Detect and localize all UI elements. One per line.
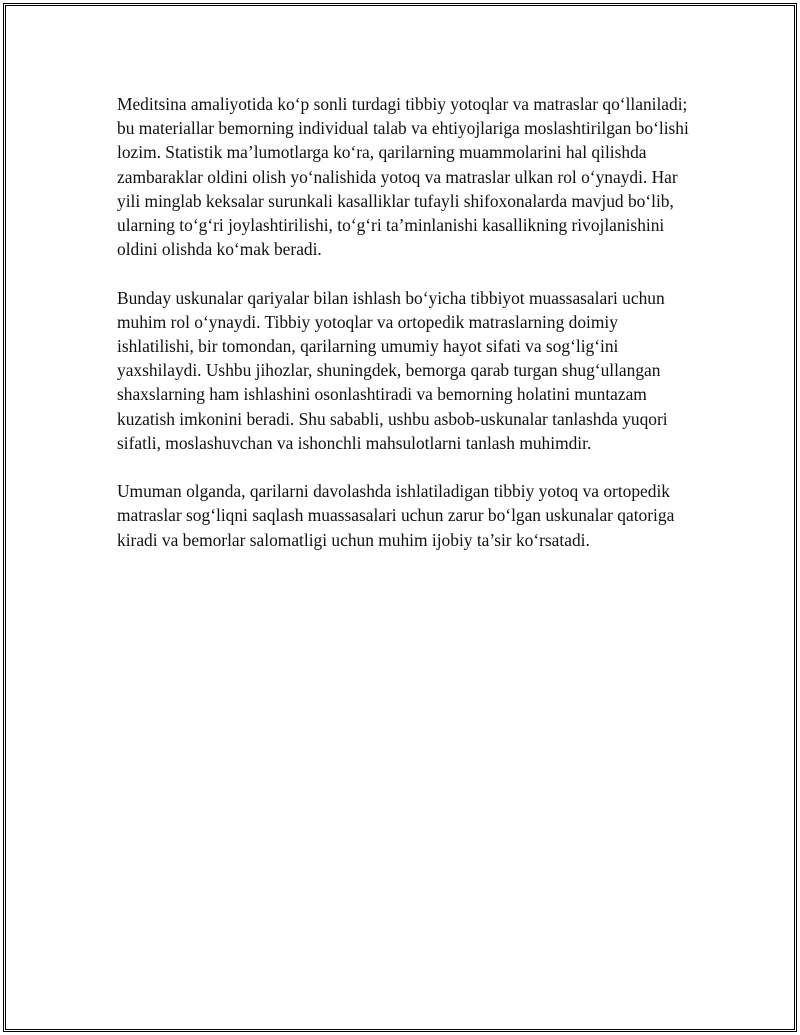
paragraph-3: Umuman olganda, qarilarni davolashda ishlatiladigan tibbiy yotoq va ortopedik matraslar sog‘liqni saqlash muassasalari uchun zarur bo‘lgan uskunalar qatoriga kiradi va bemorlar salomatligi uchun muhim ijobiy ta’sir ko‘rsatadi. xyxy=(117,481,675,550)
paragraph-2: Bunday uskunalar qariyalar bilan ishlash bo‘yicha tibbiyot muassasalari uchun muhim rol o‘ynaydi. Tibbiy yotoqlar va ortopedik matraslarning doimiy ishlatilishi, bir tomondan, qarilarning umumiy hayot sifati va sog‘lig‘ini yaxshilaydi. Ushbu jihozlar, shuningdek, bemorga qarab turgan shug‘ullangan shaxslarning ham ishlashini osonlashtiradi va bemorning holatini muntazam kuzatish imkonini beradi. Shu sababli, ushbu asbob-uskunalar tanlashda yuqori sifatli, moslashuvchan va ishonchli mahsulotlarni tanlash muhimdir. xyxy=(117,287,668,453)
paragraph-1: Meditsina amaliyotida ko‘p sonli turdagi tibbiy yotoqlar va matraslar qo‘llaniladi; bu materiallar bemorning individual talab va ehtiyojlariga moslashtirilgan bo‘lishi lozim. Statistik ma’lumotlarga ko‘ra, qarilarning muammolarini hal qilishda zambaraklar oldini olish yo‘nalishida yotoq va matraslar ulkan rol o‘ynaydi. Har yili minglab keksalar surunkali kasalliklar tufayli shifoxonalarda mavjud bo‘lib, ularning to‘g‘ri joylashtirilishi, to‘g‘ri ta’minlanishi kasallikning rivojlanishini oldini olishda ko‘mak beradi. xyxy=(117,94,689,260)
document-body xyxy=(117,92,697,576)
